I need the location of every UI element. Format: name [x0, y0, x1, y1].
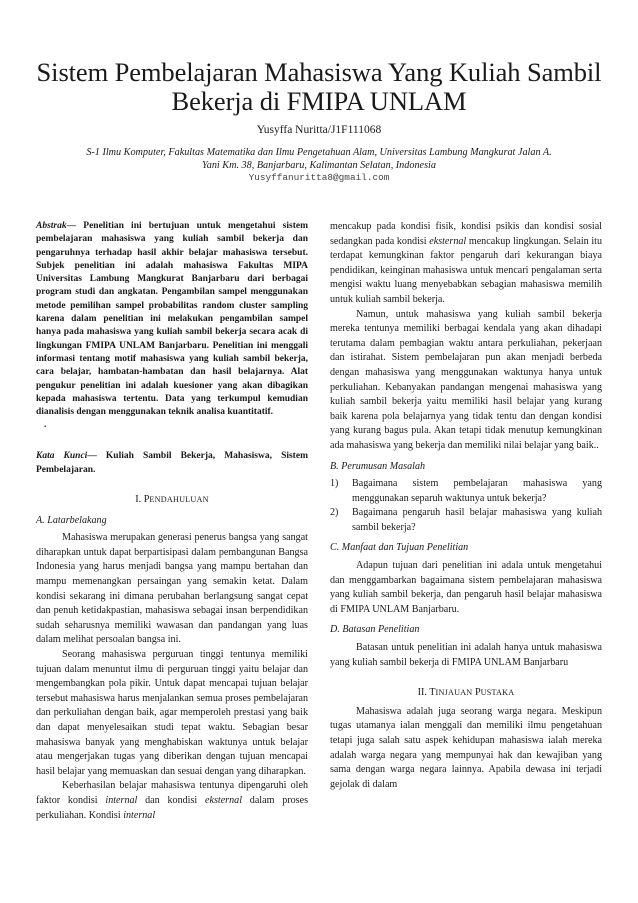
paragraph: Mahasiswa merupakan generasi penerus bangsa yang sangat diharapkan untuk dapat berpartisipasi dalam pembangunan Bangsa Indonesia yang harus menjadi bangsa yang mampu bertahan dan mampu memenangkan persaingan yang semakin ketat. Dalam kondisi sekarang ini dimana perubahan berlangsung sangat cepat dan penuh ketidakpastian, mahasiswa sebagai insan berpendidikan sudah seharusnya memiliki wawasan dan pandangan yang luas dalam melihat persoalan bangsa ini.: [36, 532, 308, 646]
keywords: [36, 450, 308, 477]
keywords-text: — Kuliah Sambil Bekerja, Mahasiswa, Sistem Pembelajaran.: [36, 451, 308, 475]
list-item: 1) Bagaimana sistem pembelajaran mahasiswa yang menggunakan separuh waktunya untuk bekerja?: [330, 478, 602, 504]
paragraph: Batasan untuk penelitian ini adalah hanya untuk mahasiswa yang kuliah sambil bekerja di FMIPA UNLAM Banjarbaru: [330, 642, 602, 668]
affiliation: S-1 Ilmu Komputer, Fakultas Matematika dan Ilmu Pengetahuan Alam, Universitas Lambung Mangkurat Jalan A. Yani Km. 38, Banjarbaru, Kalimantan Selatan, Indonesia: [86, 147, 552, 171]
subsection-heading-batasan: D. Batasan Penelitian: [330, 624, 420, 636]
author-line: Yusyffa Nuritta/J1F111068: [256, 124, 382, 136]
abstract: [36, 220, 308, 419]
abstract-text: — Penelitian ini bertujuan untuk mengetahui sistem pembelajaran mahasiswa yang kuliah sambil bekerja dan pengaruhnya terhadap hasil akhir belajar mahasiswa tersebut. Subjek penelitian ini adalah mahasiswa Fakultas MIPA Universitas Lambung Mangkurat Banjarbaru dari berbagai program studi dan angkatan. Pengambilan sampel menggunakan metode pemilihan sampel probabilitas random cluster sampling karena dalam penelitian ini melakukan pengambilan sampel hanya pada mahasiswa yang kuliah sambil bekerja secara acak di lingkungan FMIPA UNLAM Banjarbaru. Penelitian ini menggali informasi tentang motif mahasiswa yang kuliah sambil bekerja, cara belajar, hambatan-hambatan dan hasil belajarnya. Alat pengukur penelitian ini adalah kuesioner yang akan dibagikan kepada mahasiswa tertentu. Data yang terkumpul kemudian dianalisis dengan menggunakan teknik analisa kuantitatif.: [36, 221, 308, 418]
subsection-heading-manfaat: C. Manfaat dan Tujuan Penelitian: [330, 542, 469, 554]
paragraph: Adapun tujuan dari penelitian ini adala untuk mengetahui dan menggambarkan bagaimana sistem pembelajaran mahasiswa yang kuliah sambil bekerja, dan pengaruh hasil belajar mahasiswa di FMIPA UNLAM Banjarbaru.: [330, 560, 602, 615]
section-heading-tinjauan-pustaka: II. TINJAUAN PUSTAKA: [417, 687, 515, 699]
paragraph: Seorang mahasiswa perguruan tinggi tentunya memiliki tujuan dalam menuntut ilmu di perguruan tinggi yaitu belajar dan mengembangkan pola pikir. Untuk dapat mencapai tujuan belajar tersebut mahasiswa harus menjalankan semua proses pembelajaran dan perkuliahan dengan baik, agar memperoleh prestasi yang baik dan dapat menyelesaikan studi tepat waktu. Sebagian besar mahasiswa banyak yang menghabiskan waktunya untuk belajar atau mengerjakan tugas yang diberikan dengan tujuan mencapai hasil belajar yang memuaskan dan sesuai dengan yang diharapkan.: [36, 648, 308, 777]
subsection-heading-latarbelakang: A. Latarbelakang: [36, 514, 107, 526]
paragraph-continued: mencakup pada kondisi fisik, kondisi psikis dan kondisi sosial sedangkan pada kondisi eksternal mencakup lingkungan. Selain itu terdapat kemungkinan faktor pengaruh dari kekurangan biaya pendidikan, keinginan mahasiswa untuk mencari pengalaman serta mengisi waktu luang menyebabkan sebagian mahasiswa memilih untuk kuliah sambil bekerja.: [330, 221, 602, 305]
problem-list: [330, 477, 602, 535]
paragraph-split: Keberhasilan belajar mahasiswa tentunya dipengaruhi oleh faktor kondisi internal dan kondisi eksternal dalam proses perkuliahan. Kondisi internal: [36, 780, 309, 821]
list-item: 2) Bagaimana pengaruh hasil belajar mahasiswa yang kuliah sambil bekerja?: [330, 507, 602, 533]
keywords-label: Kata Kunci: [36, 451, 88, 462]
right-column: [330, 220, 602, 792]
abstract-label: Abstrak: [36, 221, 67, 231]
paper-title: Sistem Pembelajaran Mahasiswa Yang Kuliah Sambil Bekerja di FMIPA UNLAM: [36, 57, 602, 116]
paragraph: Namun, untuk mahasiswa yang kuliah sambil bekerja mereka tentunya memiliki berbagai kendala yang akan dihadapi terutama dalam pembagian waktu antara perkuliahan, pekerjaan dan istirahat. Sistem pembelajaran pun akan menjadi berbeda dengan mahasiswa yang menggunakan waktunya hanya untuk perkuliahan. Kebanyakan pandangan mengenai mahasiswa yang kuliah sambil bekerja yaitu memiliki hasil belajar yang kurang baik karena pola belajarnya yang tidak tentu dan dengan kondisi yang kurang bagus pula. Akan tetapi tidak menutup kemungkinan ada mahasiswa yang bekerja dan memiliki nilai belajar yang baik..: [330, 308, 602, 451]
paragraph: Mahasiswa adalah juga seorang warga negara. Meskipun tugas utamanya ialan menggali dan memiliki ilmu pengetahuan tetapi juga salah satu aspek kehidupan mahasiswa ialah mereka adalah warga negara yang mempunyai hak dan kewajiban yang sama dengan warga negara lainnya. Apabila dewasa ini terjadi gejolak di dalam: [330, 705, 602, 790]
abstract-dot: .: [44, 420, 47, 431]
subsection-heading-perumusan: B. Perumusan Masalah: [330, 460, 426, 472]
author-email: Yusyffanuritta8@gmail.com: [248, 172, 390, 183]
section-heading-pendahuluan: I. PENDAHULUAN: [135, 494, 209, 506]
left-column: [36, 220, 308, 823]
